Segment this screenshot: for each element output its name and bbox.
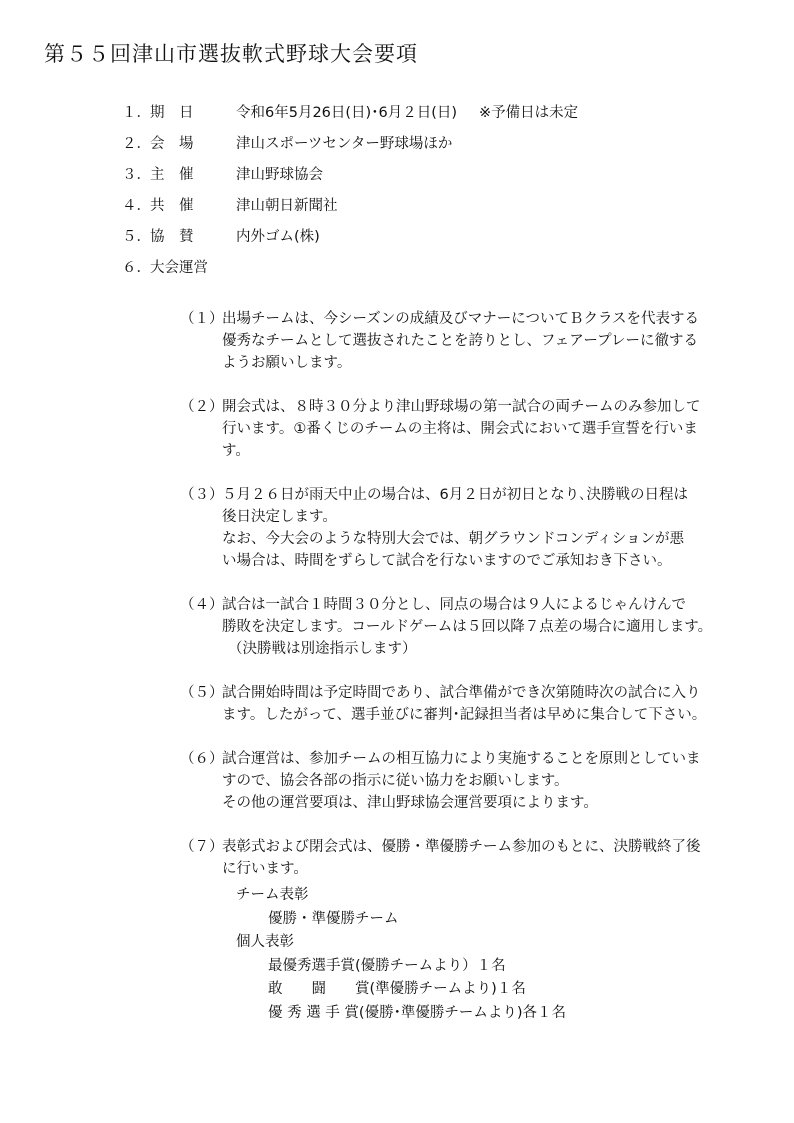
- rule-text: [222, 594, 768, 660]
- rule-item: [180, 308, 780, 374]
- awards-list: [222, 884, 768, 1025]
- overview-label: 大会運営: [150, 260, 208, 276]
- rule-line: 優秀なチームとして選抜されたことを誇りとし、フェアープレーに徹する: [222, 333, 699, 349]
- overview-number: ４．: [122, 198, 151, 214]
- rule-text: [222, 682, 768, 726]
- rule-line: 表彰式および閉会式は、優勝・準優勝チーム参加のもとに、決勝戦終了後: [222, 839, 701, 855]
- page-title: 第５５回津山市選抜軟式野球大会要項: [44, 42, 418, 66]
- rule-line: い場合は、時間をずらして試合を行ないますのでご承知おき下さい。: [222, 553, 672, 569]
- overview-number: ３．: [122, 167, 151, 183]
- rule-text: [222, 748, 768, 814]
- rule-line: 後日決定します。: [222, 509, 337, 525]
- overview-value: 内外ゴム(株): [236, 229, 320, 245]
- date-value: 令和6年5月26日(日)･6月２日(日): [236, 105, 458, 121]
- rule-number: （４）: [180, 597, 224, 613]
- overview-label: 主 催: [150, 167, 194, 183]
- rule-line: ５月２６日が雨天中止の場合は、6月２日が初日となり､決勝戦の日程は: [222, 487, 688, 503]
- rule-line: ようお願いします。: [222, 355, 352, 371]
- rule-number: （５）: [180, 685, 224, 701]
- overview-value: [236, 101, 642, 122]
- rule-line: 出場チームは、今シーズンの成績及びマナーについてＢクラスを代表する: [222, 311, 700, 327]
- overview-number: ２．: [122, 136, 151, 152]
- overview-label: 期 日: [150, 105, 194, 121]
- overview-label: 協 賛: [150, 229, 194, 245]
- rule-line: に行います。: [222, 861, 308, 877]
- rule-text: [222, 836, 768, 1025]
- overview-number: １．: [122, 105, 151, 121]
- rule-line: なお、今大会のような特別大会では、朝グラウンドコンディションが悪: [222, 531, 684, 547]
- rule-line: （決勝戦は別途指示します）: [228, 641, 417, 657]
- rule-line: 試合運営は、参加チームの相互協力により実施することを原則としていま: [222, 751, 701, 767]
- overview-item-co-organizer: [122, 189, 642, 220]
- overview-item-operation: [122, 251, 642, 282]
- rule-number: （１）: [180, 311, 224, 327]
- rule-line: その他の運営要項は、津山野球協会運営要項によります。: [222, 795, 598, 811]
- rule-line: 行います。①番くじのチームの主将は、開会式において選手宣誓を行いま: [222, 421, 698, 437]
- rule-line: 試合は一試合１時間３０分とし、同点の場合は９人によるじゃんけんで: [222, 597, 686, 613]
- rule-line: 開会式は、８時３０分より津山野球場の第一試合の両チームのみ参加して: [222, 399, 701, 415]
- overview-value: 津山スポーツセンター野球場ほか: [236, 136, 453, 152]
- rule-text: [222, 396, 768, 462]
- overview-label: 会 場: [150, 136, 194, 152]
- rule-item: [180, 682, 780, 726]
- overview-label: 共 催: [150, 198, 194, 214]
- rule-item: [180, 594, 780, 660]
- rule-line: ます。したがって、選手並びに審判･記録担当者は早めに集合して下さい。: [222, 707, 707, 723]
- overview-item-organizer: [122, 158, 642, 189]
- overview-value: 津山朝日新聞社: [236, 198, 338, 214]
- rule-number: （２）: [180, 399, 224, 415]
- overview-item-sponsor: [122, 220, 642, 251]
- operation-rules: [180, 308, 780, 1047]
- rule-item: [180, 396, 780, 462]
- rule-line: す。: [222, 443, 250, 459]
- rule-line: 勝敗を決定します。コールドゲームは５回以降７点差の場合に適用します。: [222, 619, 713, 635]
- team-award-item: 優勝・準優勝チーム: [268, 910, 399, 927]
- rule-line: すので、協会各部の指示に従い協力をお願いします。: [222, 773, 569, 789]
- overview-number: ６．: [122, 260, 151, 276]
- overview-list: [122, 96, 642, 282]
- rule-item: [180, 836, 780, 1025]
- team-award-heading: チーム表彰: [236, 887, 309, 903]
- overview-item-date: [122, 96, 642, 127]
- rule-text: [222, 484, 768, 572]
- rule-text: [222, 308, 768, 374]
- overview-number: ５．: [122, 229, 151, 245]
- rule-item: [180, 748, 780, 814]
- rule-number: （７）: [180, 839, 224, 855]
- individual-award-heading: 個人表彰: [236, 934, 294, 950]
- overview-item-venue: [122, 127, 642, 158]
- rule-number: （６）: [180, 751, 224, 767]
- individual-award-item: 敢 闘 賞(準優勝チームより)１名: [268, 981, 526, 997]
- individual-award-item: 最優秀選手賞(優勝チームより）１名: [268, 957, 506, 974]
- individual-award-item: 優 秀 選 手 賞(優勝･準優勝チームより)各１名: [268, 1004, 566, 1021]
- rule-item: [180, 484, 780, 572]
- rule-number: （３）: [180, 487, 224, 503]
- rule-line: 試合開始時間は予定時間であり、試合準備ができ次第随時次の試合に入り: [222, 685, 701, 701]
- overview-value: 津山野球協会: [236, 167, 323, 183]
- reserve-day-note: ※予備日は未定: [479, 105, 579, 121]
